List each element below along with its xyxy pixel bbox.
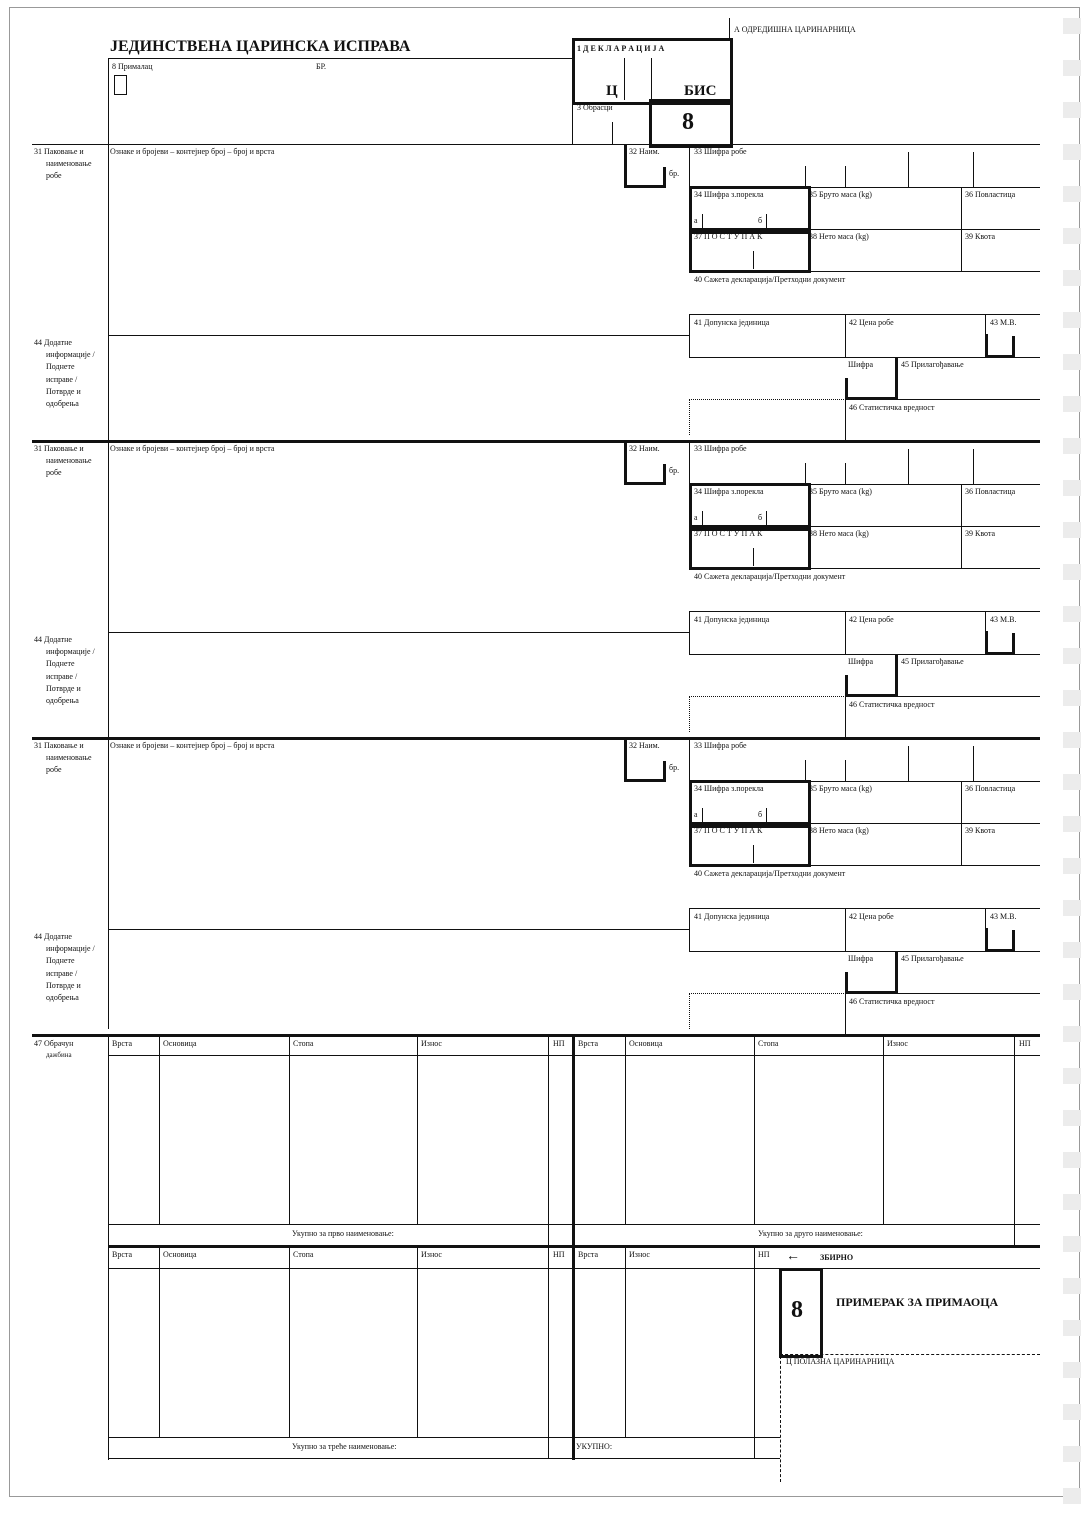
dotted-line (689, 696, 846, 697)
divider (753, 845, 754, 863)
dotted-line (689, 399, 846, 400)
col-type: Врста (578, 1250, 599, 1259)
box31-label: робе (46, 468, 62, 477)
box40-summary-declaration-label: 40 Сажета декларација/Претходни документ (694, 869, 846, 878)
divider (766, 808, 767, 823)
divider (689, 865, 1040, 866)
box47-calc-label: 47 Обрачун (34, 1039, 74, 1048)
margin-pad (1063, 606, 1081, 622)
page-border (9, 7, 1080, 1497)
box34-b-label: б (758, 810, 763, 819)
box34-b-label: б (758, 513, 763, 522)
box44-label: одобрења (46, 993, 79, 1002)
margin-pad (1063, 1194, 1081, 1210)
box37-procedure-label: 37 П О С Т У П А К (694, 232, 763, 241)
box45-bracket (845, 991, 898, 994)
box44-label: одобрења (46, 696, 79, 705)
box44-label: Потврде и (46, 980, 81, 990)
box39-quota-label: 39 Квота (965, 232, 996, 241)
margin-pad (1063, 18, 1081, 34)
col-rate: Стопа (293, 1250, 314, 1259)
col-np: НП (553, 1039, 565, 1048)
margin-pad (1063, 690, 1081, 706)
divider (973, 449, 974, 484)
col-base: Основица (629, 1039, 663, 1048)
box46-statistical-value-label: 46 Статистичка вредност (849, 997, 935, 1006)
col-type: Врста (112, 1039, 133, 1048)
margin-pad (1063, 816, 1081, 832)
box31-label: наименовање (46, 753, 92, 762)
box31-label: наименовање (46, 456, 92, 465)
divider (845, 463, 846, 484)
dotted-line (689, 696, 690, 732)
box33-commodity-code-label: 33 Шифра робе (694, 147, 747, 156)
col-base: Основица (163, 1039, 197, 1048)
box33-commodity-code-label: 33 Шифра робе (694, 444, 747, 453)
box44-label: информације / (46, 350, 95, 360)
box37-procedure-label: 37 П О С Т У П А К (694, 529, 763, 538)
divider (908, 152, 909, 187)
box45-bracket (845, 694, 898, 697)
box8-consignee-label: 8 Прималац (112, 62, 153, 71)
margin-pad (1063, 1068, 1081, 1084)
margin-pad (1063, 564, 1081, 580)
divider (908, 449, 909, 484)
col-rate: Стопа (758, 1039, 779, 1048)
margin-pad (1063, 1446, 1081, 1462)
divider (898, 399, 1040, 400)
box41-supplementary-units-label: 41 Допунска јединица (694, 912, 770, 921)
departure-office-label: Ц ПОЛАЗНА ЦАРИНАРНИЦА (786, 1357, 895, 1366)
box32-bracket (624, 482, 666, 485)
box32-bracket (624, 441, 627, 484)
divider (805, 463, 806, 484)
box32-no-label: бр. (669, 466, 680, 475)
box32-no-label: бр. (669, 169, 680, 178)
box32-bracket (663, 464, 666, 485)
divider (689, 738, 690, 781)
margin-pad (1063, 648, 1081, 664)
box3-forms-label: 3 Обрасци (577, 103, 613, 112)
box38-net-mass-label: 38 Нето маса (kg) (809, 529, 869, 538)
box34-a-label: а (694, 810, 698, 819)
margin-pad (1063, 1404, 1081, 1420)
divider (689, 654, 1040, 655)
divider (973, 746, 974, 781)
box41-supplementary-units-label: 41 Допунска јединица (694, 318, 770, 327)
divider (689, 335, 690, 357)
c-letter: Ц (606, 83, 618, 99)
box45-adjustment-label: 45 Прилагођавање (901, 360, 964, 369)
box31-label: 31 Паковање и (34, 741, 84, 750)
col-rate: Стопа (293, 1039, 314, 1048)
divider (766, 214, 767, 229)
col-np: НП (1019, 1039, 1031, 1048)
checkbox[interactable] (114, 75, 127, 95)
grand-total: УКУПНО: (576, 1442, 613, 1451)
margin-pad (1063, 144, 1081, 160)
box32-bracket (624, 144, 627, 187)
box34-origin-label: 34 Шифра з.порекла (694, 190, 764, 199)
code-label: Шифра (848, 954, 874, 963)
margin-pad (1063, 1152, 1081, 1168)
box46-statistical-value-label: 46 Статистичка вредност (849, 403, 935, 412)
divider (108, 441, 109, 738)
box44-label: Потврде и (46, 386, 81, 396)
col-amount: Износ (887, 1039, 908, 1048)
margin-pad (1063, 1026, 1081, 1042)
box42-item-price-label: 42 Цена робе (849, 318, 894, 327)
box32-bracket (624, 779, 666, 782)
divider (845, 760, 846, 781)
divider (689, 357, 1040, 358)
box32-bracket (663, 167, 666, 188)
box41-supplementary-units-label: 41 Допунска јединица (694, 615, 770, 624)
total-second-item: Укупно за друго наименовање: (758, 1229, 863, 1238)
divider (898, 993, 1040, 994)
box44-label: одобрења (46, 399, 79, 408)
margin-pad (1063, 60, 1081, 76)
divider (108, 335, 689, 336)
box34-origin-label: 34 Шифра з.порекла (694, 784, 764, 793)
copy-number: 8 (791, 1297, 803, 1323)
box44-label: Поднете (46, 659, 75, 669)
form-title: ЈЕДИНСТВЕНА ЦАРИНСКА ИСПРАВА (110, 38, 411, 55)
box44-label: исправе / (46, 374, 78, 384)
margin-pad (1063, 270, 1081, 286)
divider (845, 908, 846, 951)
code-label: Шифра (848, 657, 874, 666)
divider (108, 632, 689, 633)
divider (689, 144, 690, 187)
divider (689, 271, 1040, 272)
box37-procedure-label: 37 П О С Т У П А К (694, 826, 763, 835)
divider (845, 993, 846, 1035)
box-a-destination-office-label: А ОДРЕДИШНА ЦАРИНАРНИЦА (734, 25, 856, 34)
divider (689, 314, 1040, 315)
divider (808, 823, 1040, 824)
summary-label: ЗБИРНО (820, 1253, 854, 1262)
total-first-item: Укупно за прво наименовање: (292, 1229, 394, 1238)
box44-label: 44 Додатне (34, 635, 72, 644)
arrow-icon: ← (786, 1249, 800, 1264)
box43-valuation-label: 43 М.В. (990, 615, 1017, 624)
box31-label: робе (46, 171, 62, 180)
box32-no-label: бр. (669, 763, 680, 772)
box35-gross-mass-label: 35 Бруто маса (kg) (809, 190, 872, 199)
margin-pad (1063, 984, 1081, 1000)
box35-gross-mass-label: 35 Бруто маса (kg) (809, 784, 872, 793)
box32-item-label: 32 Наим. (629, 147, 660, 156)
box35-gross-mass-label: 35 Бруто маса (kg) (809, 487, 872, 496)
box42-item-price-label: 42 Цена робе (849, 615, 894, 624)
col-amount: Износ (629, 1250, 650, 1259)
margin-pad (1063, 228, 1081, 244)
box44-label: Поднете (46, 956, 75, 966)
box40-summary-declaration-label: 40 Сажета декларација/Претходни документ (694, 572, 846, 581)
code-label: Шифра (848, 360, 874, 369)
divider (689, 441, 690, 484)
divider (689, 568, 1040, 569)
box32-bracket (624, 738, 627, 781)
box31-label: робе (46, 765, 62, 774)
box45-bracket (895, 654, 898, 697)
marks-numbers-label: Ознаке и бројеви – контејнер број – број и врста (110, 444, 275, 453)
box38-net-mass-label: 38 Нето маса (kg) (809, 232, 869, 241)
margin-pad (1063, 732, 1081, 748)
marks-numbers-label: Ознаке и бројеви – контејнер број – број и врста (110, 147, 275, 156)
margin-pad (1063, 900, 1081, 916)
dotted-line (689, 399, 690, 435)
bis-label: БИС (684, 83, 717, 99)
box38-net-mass-label: 38 Нето маса (kg) (809, 826, 869, 835)
divider (753, 548, 754, 566)
box42-item-price-label: 42 Цена робе (849, 912, 894, 921)
box32-bracket (663, 761, 666, 782)
box44-label: исправе / (46, 968, 78, 978)
divider (689, 908, 1040, 909)
box34-b-label: б (758, 216, 763, 225)
item-separator (32, 440, 1040, 443)
box44-label: информације / (46, 647, 95, 657)
box44-label: информације / (46, 944, 95, 954)
box45-adjustment-label: 45 Прилагођавање (901, 657, 964, 666)
divider (898, 696, 1040, 697)
margin-pad (1063, 1362, 1081, 1378)
margin-pad (1063, 1110, 1081, 1126)
box44-label: исправе / (46, 671, 78, 681)
box31-label: 31 Паковање и (34, 147, 84, 156)
col-type: Врста (578, 1039, 599, 1048)
divider (702, 808, 703, 823)
margin-pad (1063, 102, 1081, 118)
dotted-line (689, 993, 846, 994)
divider (689, 611, 1040, 612)
divider (808, 229, 1040, 230)
box44-label: Потврде и (46, 683, 81, 693)
margin-pad (1063, 522, 1081, 538)
divider (108, 738, 109, 1029)
box43-bracket (1012, 930, 1015, 952)
dotted-line (689, 993, 690, 1029)
margin-pad (1063, 1488, 1081, 1504)
box32-item-label: 32 Наим. (629, 741, 660, 750)
copy-for-consignee-label: ПРИМЕРАК ЗА ПРИМАОЦА (836, 1295, 999, 1309)
duties-label: дажбина (46, 1051, 72, 1059)
divider (753, 251, 754, 269)
col-base: Основица (163, 1250, 197, 1259)
box34-a-label: а (694, 513, 698, 522)
box36-preference-label: 36 Повластица (965, 190, 1016, 199)
margin-pad (1063, 942, 1081, 958)
divider (702, 214, 703, 229)
col-type: Врста (112, 1250, 133, 1259)
box36-preference-label: 36 Повластица (965, 487, 1016, 496)
margin-pad (1063, 396, 1081, 412)
col-np: НП (553, 1250, 565, 1259)
box43-bracket (1012, 336, 1015, 358)
col-amount: Износ (421, 1250, 442, 1259)
divider (702, 511, 703, 526)
box45-bracket (895, 951, 898, 994)
box39-quota-label: 39 Квота (965, 529, 996, 538)
margin-pad (1063, 354, 1081, 370)
box1-declaration-label: 1 Д Е К Л А Р А Ц И Ј А (577, 44, 665, 53)
divider (908, 746, 909, 781)
box40-summary-declaration-label: 40 Сажета декларација/Претходни документ (694, 275, 846, 284)
margin-pad (1063, 312, 1081, 328)
box31-label: наименовање (46, 159, 92, 168)
divider (845, 696, 846, 738)
margin-pad (1063, 480, 1081, 496)
divider (805, 166, 806, 187)
divider (845, 314, 846, 357)
box45-adjustment-label: 45 Прилагођавање (901, 954, 964, 963)
divider (766, 511, 767, 526)
box32-item-label: 32 Наим. (629, 444, 660, 453)
margin-pad (1063, 858, 1081, 874)
box34-origin-label: 34 Шифра з.порекла (694, 487, 764, 496)
box45-bracket (895, 357, 898, 400)
box36-preference-label: 36 Повластица (965, 784, 1016, 793)
item-separator (32, 737, 1040, 740)
margin-pad (1063, 1278, 1081, 1294)
margin-pad (1063, 1320, 1081, 1336)
margin-pad (1063, 186, 1081, 202)
box43-valuation-label: 43 М.В. (990, 912, 1017, 921)
divider (108, 144, 109, 441)
divider (845, 399, 846, 441)
box33-commodity-code-label: 33 Шифра робе (694, 741, 747, 750)
divider (573, 144, 1040, 145)
box39-quota-label: 39 Квота (965, 826, 996, 835)
divider (808, 526, 1040, 527)
box46-statistical-value-label: 46 Статистичка вредност (849, 700, 935, 709)
copy-number: 8 (682, 109, 694, 135)
divider (689, 632, 690, 654)
box31-label: 31 Паковање и (34, 444, 84, 453)
total-third-item: Укупно за треће наименовање: (292, 1442, 397, 1451)
divider (845, 611, 846, 654)
box45-bracket (845, 397, 898, 400)
marks-numbers-label: Ознаке и бројеви – контејнер број – број и врста (110, 741, 275, 750)
reg-number-label: БР. (316, 62, 327, 71)
divider (689, 929, 690, 951)
divider (689, 951, 1040, 952)
margin-pad (1063, 774, 1081, 790)
box44-label: Поднете (46, 362, 75, 372)
margin-pad (1063, 1236, 1081, 1252)
box44-label: 44 Додатне (34, 338, 72, 347)
col-np: НП (758, 1250, 770, 1259)
divider (108, 929, 689, 930)
divider (973, 152, 974, 187)
box44-label: 44 Додатне (34, 932, 72, 941)
box32-bracket (624, 185, 666, 188)
box43-valuation-label: 43 М.В. (990, 318, 1017, 327)
divider (845, 166, 846, 187)
divider (805, 760, 806, 781)
col-amount: Износ (421, 1039, 442, 1048)
box34-a-label: а (694, 216, 698, 225)
box43-bracket (1012, 633, 1015, 655)
margin-pad (1063, 438, 1081, 454)
